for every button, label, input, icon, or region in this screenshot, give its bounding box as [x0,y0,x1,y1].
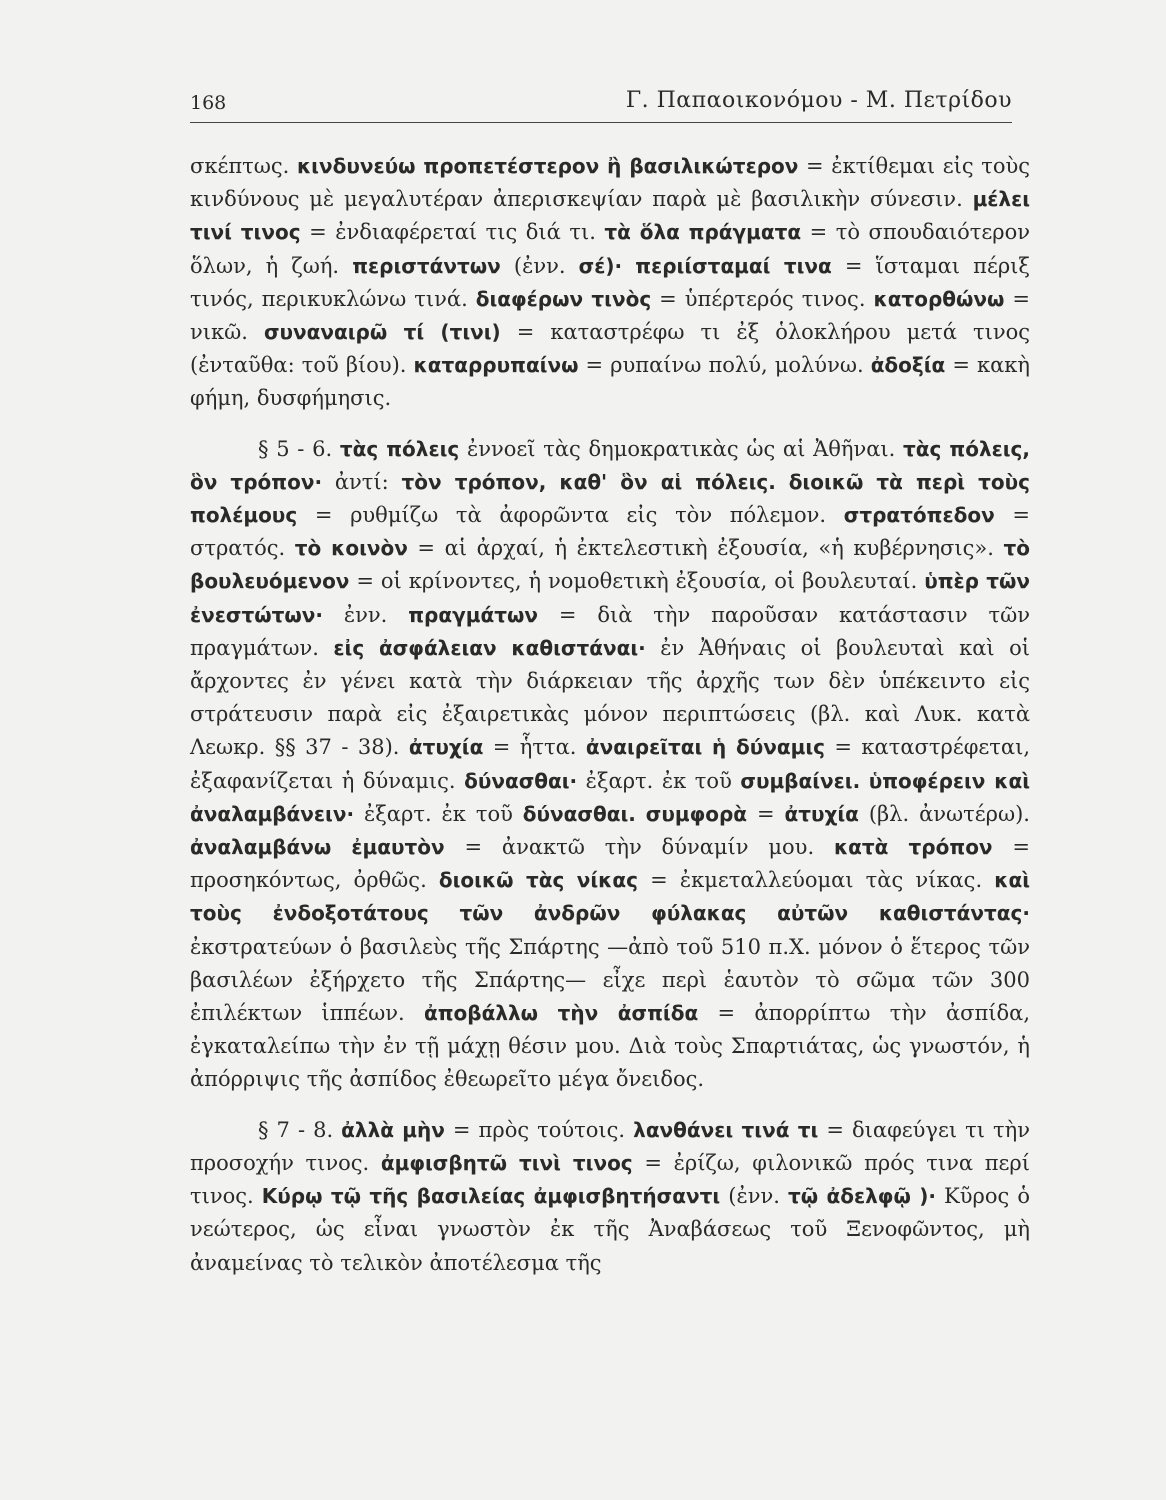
commentary: = προσηκόντως, ὀρθῶς. [190,835,1030,893]
lemma: πραγμάτων [408,602,538,627]
commentary [860,769,869,793]
commentary: = ἵσταμαι πέριξ τινός, περικυκλώνω τινά. [190,253,1030,311]
commentary: = καταστρέφεται, ἐξαφανίζεται ἡ δύναμις. [190,735,1031,793]
lemma: μέλει τινί τινος [190,187,1030,245]
lemma: συμβαίνει. [740,768,861,793]
commentary [776,470,789,494]
commentary: ἐξαρτ. ἐκ τοῦ [577,768,741,793]
commentary: (ἐνν. [500,253,579,278]
page-number: 168 [190,92,227,114]
commentary: (βλ. ἀνωτέρω). [858,801,1030,826]
commentary: = στρατός. [190,503,1030,561]
commentary: § 5 - 6. [258,436,340,461]
lemma: καὶ τοὺς ἐνδοξοτάτους τῶν ἀνδρῶν φύλακας αὐτῶν καθιστάντας· [190,868,1031,926]
commentary: = τὸ σπουδαιότερον ὅλων, ἡ ζωή. [190,220,1031,278]
commentary: = νικῶ. [190,286,1030,345]
lemma: δύνασθαι· [464,768,578,793]
commentary: (ἐνν. [720,1184,789,1209]
lemma: ἀτυχία [784,801,859,826]
commentary: = καταστρέφω τι ἐξ ὁλοκλήρου μετά τινος (ἐνταῦθα: τοῦ βίου). [190,320,1030,378]
commentary: = ἀπορρίπτω τὴν ἀσπίδα, ἐγκαταλείπω τὴν ἐν τῇ μάχῃ θέσιν μου. Διὰ τοὺς Σπαρτιάτας, ὡς γνωστόν, ἡ ἀπόρριψις τῆς ἀσπίδος ἐθεωρεῖτο μέγα ὄνειδος. [190,1001,1030,1092]
commentary-text [190,150,1030,1280]
lemma: διοικῶ τὰς νίκας [438,868,638,893]
commentary: ἀντί: [322,469,402,494]
commentary: ἐκστρατεύων ὁ βασιλεὺς τῆς Σπάρτης —ἀπὸ τοῦ 510 π.Χ. μόνον ὁ ἕτερος τῶν βασιλέων ἐξήρχετο τῆς Σπάρτης— εἶχε περὶ ἑαυτὸν τὸ σῶμα τῶν 300 ἐπιλέκτων ἱππέων. [190,934,1030,1026]
paragraph-3 [190,1114,1030,1280]
lemma: κατὰ τρόπον [833,835,993,860]
commentary: = αἱ ἀρχαί, ἡ ἐκτελεστικὴ ἐξουσία, «ἡ κυβέρνησις». [407,536,1004,561]
commentary: = ἐκμεταλλεύομαι τὰς νίκας. [637,868,995,893]
commentary: ἐν Ἀθήναις οἱ βουλευταὶ καὶ οἱ ἄρχοντες ἐν γένει κατὰ τὴν διάρκειαν τῆς ἀρχῆς των δὲν ὑπέκειντο εἰς στράτευσιν παρὰ εἰς ἐξαιρετικὰς μόνον περιπτώσεις (βλ. καὶ Λυκ. κατὰ Λεωκρ. §§ 37 - 38). [190,635,1030,760]
lemma: Κύρῳ τῷ τῆς βασιλείας ἀμφισβητήσαντι [261,1184,721,1209]
lemma: τὰς πόλεις [339,436,460,461]
lemma: λανθάνει τινά τι [633,1117,819,1142]
paragraph-1 [190,150,1030,416]
lemma: διοικῶ τὰ περὶ τοὺς πολέμους [190,469,1030,528]
lemma: ἀλλὰ μὴν [341,1117,445,1142]
lemma: τῷ ἀδελφῷ )· [788,1184,936,1209]
commentary: = κακὴ φήμη, δυσφήμησις. [190,353,1030,411]
commentary: = ρυπαίνω πολύ, μολύνω. [578,353,871,378]
commentary [636,802,646,826]
lemma: ἀτυχία [408,735,484,760]
lemma: περιίσταμαί τινα [635,253,832,278]
commentary: Κῦρος ὁ νεώτερος, ὡς εἶναι γνωστὸν ἐκ τῆς Ἀναβάσεως τοῦ Ξενοφῶντος, μὴ ἀναμείνας τὸ τελικὸν ἀποτέλεσμα τῆς [190,1184,1031,1275]
commentary: = οἱ κρίνοντες, ἡ νομοθετικὴ ἐξουσία, οἱ βουλευταί. [349,569,925,594]
running-title: Γ. Παπαοικονόμου - Μ. Πετρίδου [625,88,1012,113]
lemma: διαφέρων τινὸς [475,286,652,311]
commentary: = ὑπέρτερός τινος. [651,286,874,311]
commentary: ἐξαρτ. ἐκ τοῦ [354,801,523,826]
commentary: ἐννοεῖ τὰς δημοκρατικὰς ὡς αἱ Ἀθῆναι. [459,436,904,461]
lemma: ἀποβάλλω τὴν ἀσπίδα [423,1001,699,1026]
lemma: ἀμφισβητῶ τινὶ τινος [380,1150,633,1175]
commentary: ἐνν. [322,602,409,627]
commentary: = πρὸς τούτοις. [444,1117,634,1142]
lemma: τὸ κοινὸν [294,536,408,561]
commentary: § 7 - 8. [258,1117,342,1142]
lemma: τὰς πόλεις, ὃν τρόπον· [190,436,1030,494]
lemma: συναναιρῶ τί (τινι) [263,320,501,345]
commentary: = ἧττα. [483,735,586,760]
commentary: = ἐρίζω, φιλονικῶ πρός τινα περί τινος. [190,1150,1030,1209]
commentary: = ἐνδιαφέρεταί τις διά τι. [300,220,605,245]
lemma: συμφορὰ [645,801,748,826]
commentary: = ἀνακτῶ τὴν δύναμίν μου. [444,835,834,860]
lemma: σέ)· [578,253,623,278]
lemma: ἀναλαμβάνω ἐμαυτὸν [190,835,445,860]
lemma: τὸν τρόπον, καθ' ὃν αἱ πόλεις. [401,469,776,494]
commentary [622,254,635,278]
commentary: = [747,801,785,826]
lemma: τὸ βουλευόμενον [190,536,1030,594]
lemma: ἀδοξία [870,353,946,378]
lemma: ἀναιρεῖται ἡ δύναμις [585,735,825,760]
lemma: περιστάντων [352,253,501,278]
commentary: = διαφεύγει τι τὴν προσοχήν τινος. [190,1117,1030,1175]
lemma: εἰς ἀσφάλειαν καθιστάναι· [333,635,646,660]
lemma: στρατόπεδον [843,503,995,528]
paragraph-2 [190,433,1030,1097]
commentary: = ἐκτίθεμαι εἰς τοὺς κινδύνους μὲ μεγαλυτέραν ἀπερισκεψίαν παρὰ μὲ βασιλικὴν σύνεσιν. [190,154,1030,212]
lemma: τὰ ὅλα πράγματα [604,220,802,245]
commentary: σκέπτως. [190,154,297,178]
commentary: = ρυθμίζω τὰ ἀφορῶντα εἰς τὸν πόλεμον. [297,503,844,528]
lemma: κατορθώνω [873,286,1005,311]
running-header [190,88,1012,123]
lemma: ὑποφέρειν καὶ ἀναλαμβάνειν· [190,768,1030,826]
lemma: ὑπὲρ τῶν ἐνεστώτων· [190,569,1030,627]
lemma: καταρρυπαίνω [413,353,579,378]
commentary: = διὰ τὴν παροῦσαν κατάστασιν τῶν πραγμάτων. [190,602,1030,660]
lemma: κινδυνεύω προπετέστερον ἢ βασιλικώτερον [296,154,799,178]
lemma: δύνασθαι. [522,801,636,826]
